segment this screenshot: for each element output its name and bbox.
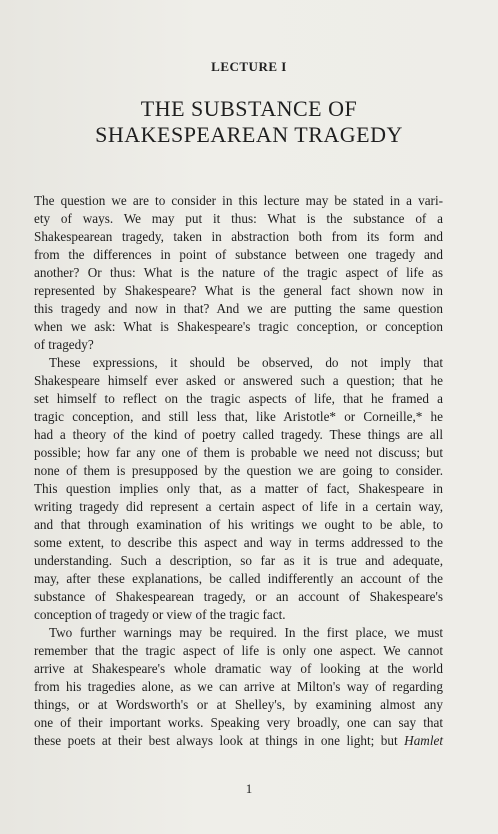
text-line: Shakespearean tragedy, taken in abstraction both from its form and [34, 229, 443, 244]
text-line: had a theory of the kind of poetry called tragedy. These things are all [34, 427, 443, 442]
text-line: arrive at Shakespeare's whole dramatic way of looking at the world [34, 661, 443, 676]
page-number: 1 [245, 781, 253, 796]
text-line: Two further warnings may be required. In the first place, we must [49, 625, 443, 640]
text-line: Shakespeare himself ever asked or answered such a question; that he [34, 373, 443, 388]
chapter-title-line: THE SUBSTANCE OF [140, 96, 358, 121]
text-line: substance of Shakespearean tragedy, or an account of Shakespeare's [34, 589, 443, 604]
text-line: These expressions, it should be observed, do not imply that [49, 355, 443, 370]
chapter-title [0, 96, 498, 148]
paragraph [34, 192, 443, 354]
text-line: understanding. Such a description, so far as it is true and adequate, [34, 553, 443, 568]
text-line: set himself to reflect on the tragic aspects of life, that he framed a [34, 391, 443, 406]
text-line: from the differences in point of substance between one tragedy and [34, 247, 443, 262]
paragraph [34, 624, 443, 750]
chapter-title-line: SHAKESPEAREAN TRAGEDY [95, 122, 403, 147]
text-line: from his tragedies alone, as we can arrive at Milton's way of regarding [34, 679, 443, 694]
text-line-part: these poets at their best always look at things in one light; but [34, 733, 398, 748]
text-line: conception of tragedy or view of the tragic fact. [34, 607, 286, 622]
text-line-with-italic [34, 732, 443, 750]
text-line: when we ask: What is Shakespeare's tragic conception, or conception [34, 319, 443, 334]
lecture-label: LECTURE I [211, 59, 287, 74]
italic-title: Hamlet [404, 733, 443, 748]
body-text [34, 192, 443, 750]
text-line: one of their important works. Speaking very broadly, one can say that [34, 715, 443, 730]
text-line: remember that the tragic aspect of life is only one aspect. We cannot [34, 643, 443, 658]
text-line: may, after these explanations, be called indifferently an account of the [34, 571, 443, 586]
text-line: writing tragedy did represent a certain aspect of life in a certain way, [34, 499, 443, 514]
text-line: another? Or thus: What is the nature of the tragic aspect of life as [34, 265, 443, 280]
text-line: represented by Shakespeare? What is the general fact shown now in [34, 283, 443, 298]
text-line: and that through examination of his writings we ought to be able, to [34, 517, 443, 532]
text-line: This question implies only that, as a matter of fact, Shakespeare in [34, 481, 443, 496]
text-line: possible; how far any one of them is probable we need not discuss; but [34, 445, 443, 460]
text-line: this tragedy and now in that? And we are putting the same question [34, 301, 443, 316]
text-line: of tragedy? [34, 337, 94, 352]
text-line: tragic conception, and still less that, like Aristotle* or Corneille,* he [34, 409, 443, 424]
text-line: none of them is presupposed by the question we are going to consider. [34, 463, 443, 478]
text-line: some extent, to describe this aspect and way in terms addressed to the [34, 535, 443, 550]
text-line: The question we are to consider in this lecture may be stated in a vari- [34, 193, 443, 208]
paragraph [34, 354, 443, 624]
text-line: things, or at Wordsworth's or at Shelley's, by examining almost any [34, 697, 443, 712]
text-line: ety of ways. We may put it thus: What is the substance of a [34, 211, 443, 226]
